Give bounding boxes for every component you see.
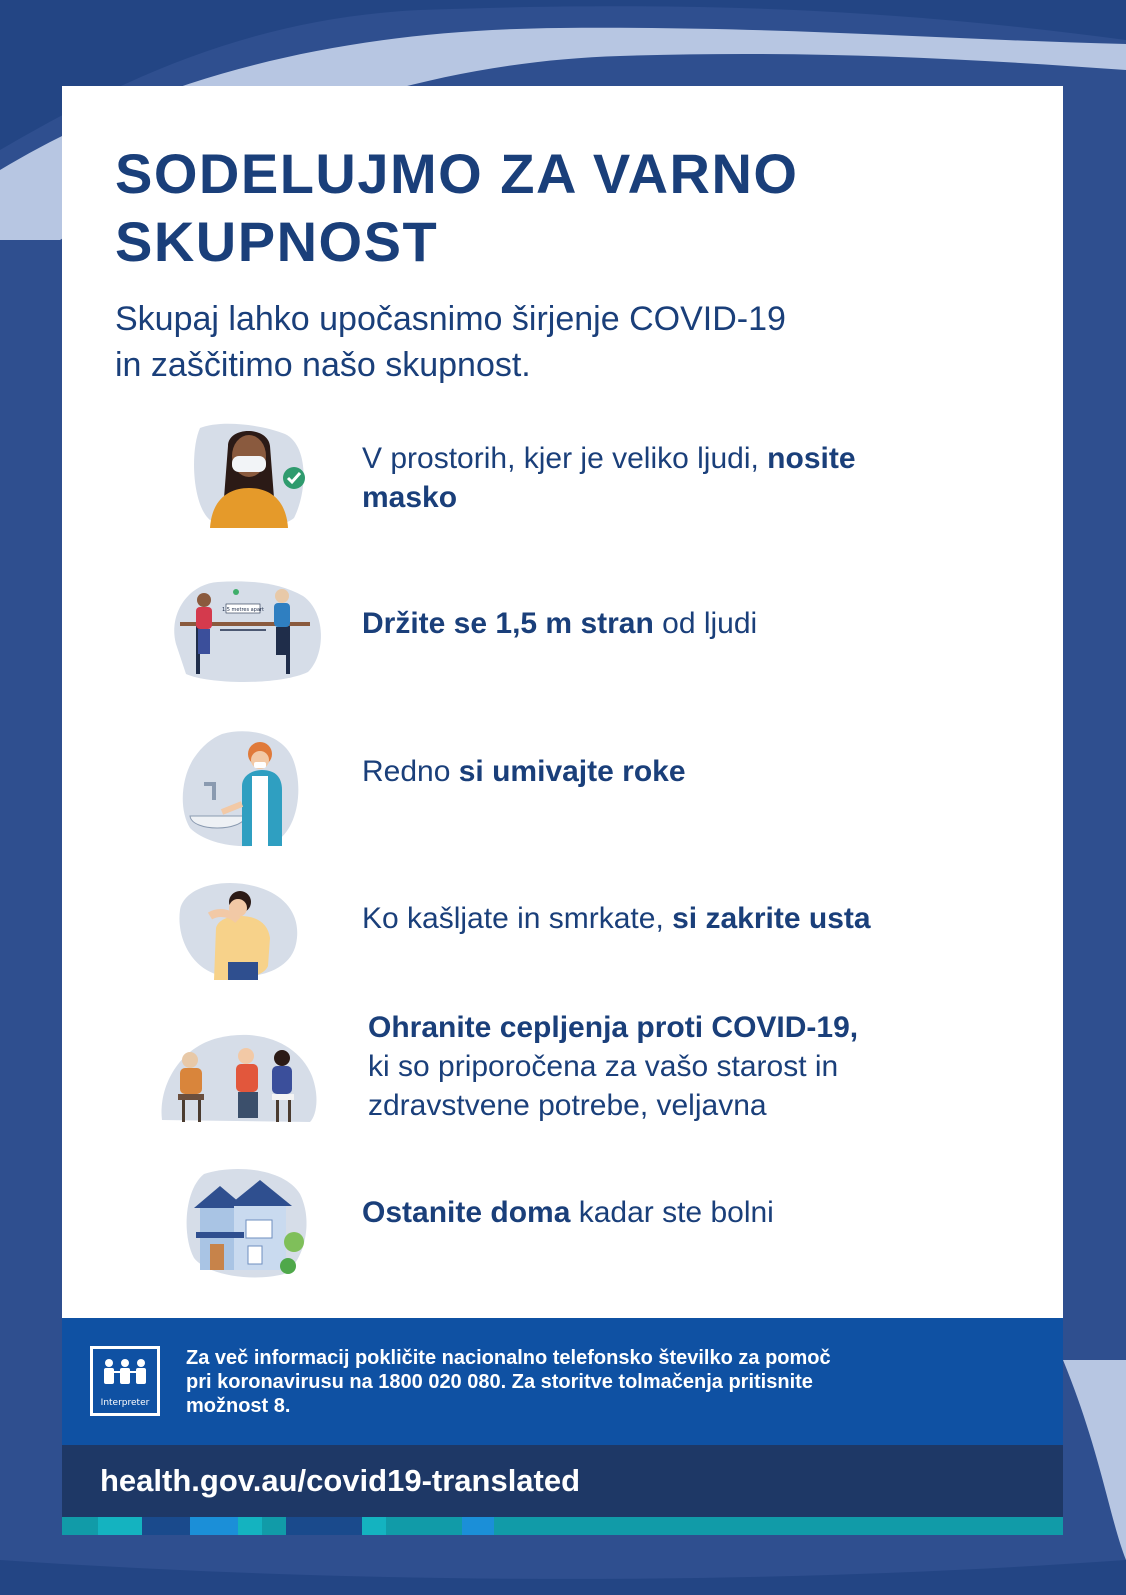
tip-stay-home-text <box>362 1193 774 1232</box>
poster-subtitle <box>115 296 995 388</box>
tip-text-segment: kadar ste bolni <box>570 1196 774 1229</box>
subtitle-line: in zaščitimo našo skupnost. <box>115 346 531 384</box>
tip-text-bold: si zakrite usta <box>672 902 871 935</box>
tip-text-segment: od ljudi <box>653 607 758 640</box>
tip-text-bold: si umivajte roke <box>458 755 686 788</box>
tip-text-bold: masko <box>362 481 458 514</box>
hotline-info-bar <box>62 1318 1063 1445</box>
hotline-info-text <box>186 1346 1016 1418</box>
interpreter-icon <box>90 1346 160 1416</box>
title-line: SODELUJMO ZA VARNO <box>115 142 799 205</box>
content-card <box>62 86 1063 1318</box>
vaccination-icon <box>158 1028 318 1126</box>
tip-distance-text <box>362 604 757 643</box>
tip-text-bold: Ohranite cepljenja proti COVID-19, <box>368 1011 859 1044</box>
title-line: SKUPNOST <box>115 210 439 273</box>
website-bar <box>62 1445 1063 1517</box>
house-icon <box>184 1166 309 1278</box>
subtitle-line: Skupaj lahko upočasnimo širjenje COVID-19 <box>115 300 786 338</box>
info-line: možnost 8. <box>186 1395 291 1417</box>
info-line: pri koronavirusu na 1800 020 080. Za storitve tolmačenja pritisnite <box>186 1371 813 1393</box>
tip-text-segment: ki so priporočena za vašo starost in <box>368 1050 839 1083</box>
tip-text-bold: Ostanite doma <box>362 1196 571 1229</box>
cough-cover-icon <box>174 880 304 980</box>
tip-text-segment: V prostorih, kjer je veliko ljudi, <box>362 442 768 475</box>
tip-text-segment: zdravstvene potrebe, veljavna <box>368 1089 767 1122</box>
tip-text-segment: Redno <box>362 755 459 788</box>
tip-text-bold: nosite <box>767 442 856 475</box>
distance-icon <box>168 574 323 684</box>
poster-title <box>115 140 995 276</box>
tip-text-segment: Ko kašljate in smrkate, <box>362 902 673 935</box>
website-link[interactable]: health.gov.au/covid19-translated <box>100 1463 581 1498</box>
color-stripe-decoration <box>62 1517 1063 1535</box>
tip-cough-text <box>362 899 871 938</box>
interpreter-people-icon <box>93 1355 157 1395</box>
info-line: Za več informacij pokličite nacionalno telefonsko številko za pomoč <box>186 1347 831 1369</box>
tip-text-bold: Držite se 1,5 m stran <box>362 607 654 640</box>
hand-washing-icon <box>182 728 307 848</box>
tip-vaccination-text <box>368 1008 858 1125</box>
tip-mask-text <box>362 439 856 517</box>
tip-handwash-text <box>362 752 686 791</box>
masked-person-icon <box>190 420 310 530</box>
interpreter-label: Interpreter <box>100 1398 150 1408</box>
distance-label: 1.5 metres apart <box>222 607 264 613</box>
